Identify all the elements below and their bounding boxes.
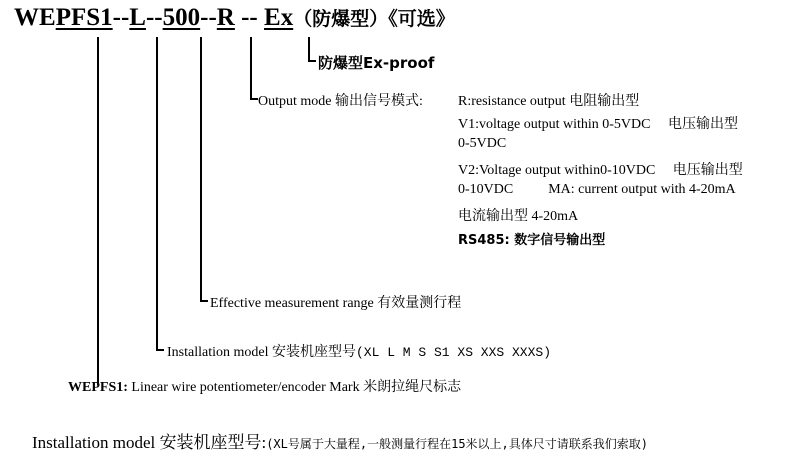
series-code: WEPFS1: xyxy=(68,380,128,395)
installation-model-line xyxy=(167,341,551,361)
footer-label: Installation model 安装机座型号: xyxy=(32,433,267,452)
connector-range-horizontal xyxy=(200,300,208,302)
separator: -- xyxy=(112,4,130,31)
model-series-code: PFS1 xyxy=(55,4,113,31)
installation-code: L xyxy=(129,4,146,31)
output-option-v1: V1:voltage output within 0-5VDC 电压输出型 xyxy=(458,117,738,132)
footer-note: (XL号属于大量程,一般测量行程在15米以上,具体尺寸请联系我们索取) xyxy=(266,437,649,451)
output-option-ma-range: 电流输出型 4-20mA xyxy=(458,209,579,224)
output-option-rs485: RS485: 数字信号输出型 xyxy=(458,233,606,248)
separator: -- xyxy=(234,4,265,31)
installation-model-label: Installation model 安装机座型号 xyxy=(167,345,356,360)
output-option-v2: V2:Voltage output within0-10VDC 电压输出型 xyxy=(458,163,743,178)
series-text: Linear wire potentiometer/encoder Mark 米朗拉绳尺标志 xyxy=(127,380,462,395)
output-mode-label xyxy=(258,90,423,110)
separator: -- xyxy=(200,4,217,31)
explosion-cn: （防爆型） xyxy=(293,8,389,30)
connector-explosion-horizontal xyxy=(308,60,316,62)
explosion-proof-label: 防爆型Ex-proof xyxy=(318,54,435,72)
series-description xyxy=(68,376,461,396)
model-code-title xyxy=(14,4,455,32)
connector-install-horizontal xyxy=(156,349,164,351)
connector-explosion-vertical xyxy=(308,37,310,61)
output-option-v2-range-ma: 0-10VDC MA: current output with 4-20mA xyxy=(458,182,736,197)
optional-cn: 《可选》 xyxy=(388,8,455,30)
effective-range-label: Effective measurement range 有效量测行程 xyxy=(210,296,462,311)
connector-range-vertical xyxy=(200,37,202,301)
output-option-v1-range: 0-5VDC xyxy=(458,136,507,151)
range-code: 500 xyxy=(162,4,201,31)
connector-install-vertical xyxy=(156,37,158,350)
explosion-code: Ex xyxy=(264,4,294,31)
model-prefix: WE xyxy=(14,4,56,31)
footer-installation-note xyxy=(32,428,648,453)
output-option-r: R:resistance output 电阻输出型 xyxy=(458,94,640,109)
output-mode-label-text: Output mode 输出信号模式: xyxy=(258,94,423,109)
installation-codes: (XL L M S S1 XS XXS XXXS) xyxy=(355,345,552,360)
connector-output-horizontal xyxy=(250,98,258,100)
separator: -- xyxy=(145,4,163,31)
connector-output-vertical xyxy=(250,37,252,99)
output-code: R xyxy=(216,4,235,31)
connector-series-vertical xyxy=(97,37,99,385)
